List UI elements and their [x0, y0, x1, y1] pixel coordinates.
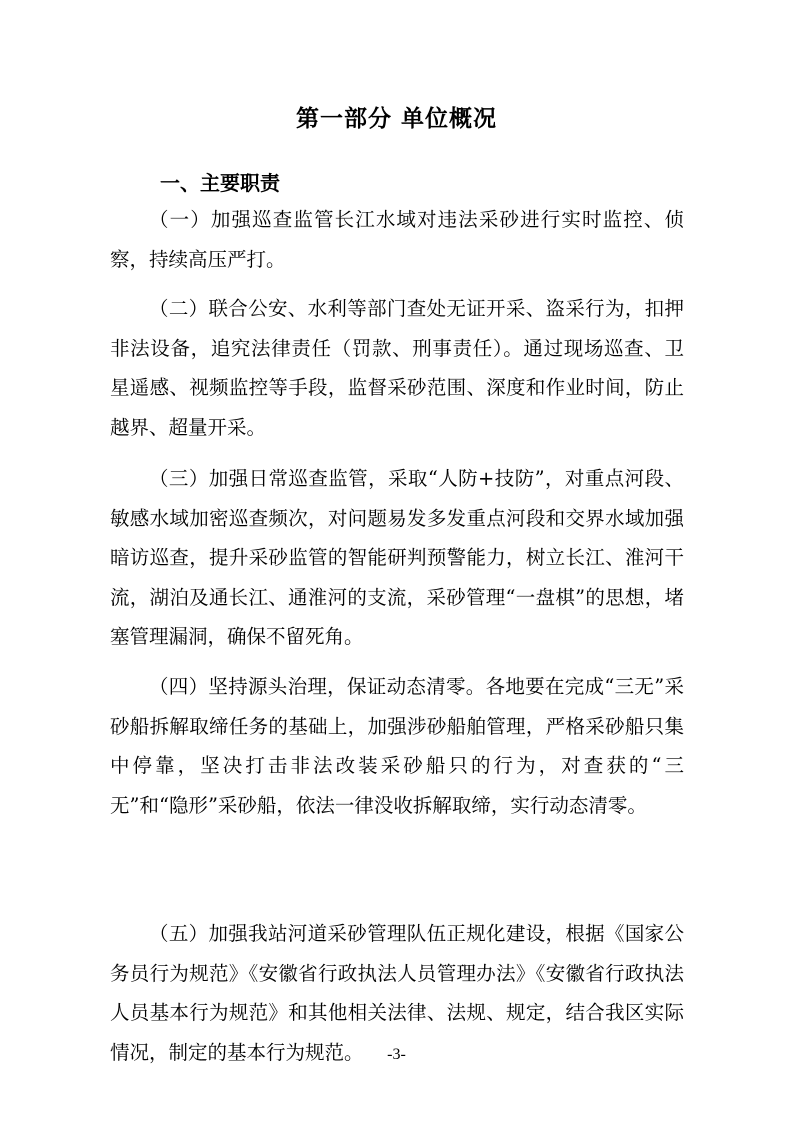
paragraph-3: （三）加强日常巡查监管，采取“人防+技防”，对重点河段、敏感水域加密巡查频次，对问题易发多发重点河段和交界水域加强暗访巡查，提升采砂监管的智能研判预警能力，树立长江、淮河干流，湖泊及通长江、通淮河的支流，采砂管理“一盘棋”的思想，堵塞管理漏洞，确保不留死角。 [110, 467, 684, 649]
paragraph-2: （二）联合公安、水利等部门查处无证开采、盗采行为，扣押非法设备，追究法律责任（罚款、刑事责任）。通过现场巡查、卫星遥感、视频监控等手段，监督采砂范围、深度和作业时间，防止越界、超量开采。 [110, 297, 684, 439]
page-title: 第一部分 单位概况 [295, 106, 497, 132]
page-number: -3- [387, 1046, 406, 1063]
section-heading: 一、主要职责 [160, 171, 280, 195]
paragraph-1: （一）加强巡查监管长江水域对违法采砂进行实时监控、侦察，持续高压严打。 [110, 208, 684, 271]
paragraph-4: （四）坚持源头治理，保证动态清零。各地要在完成“三无”采砂船拆解取缔任务的基础上，加强涉砂船舶管理，严格采砂船只集中停靠，坚决打击非法改装采砂船只的行为，对查获的“三无”和“隐形”采砂船，依法一律没收拆解取缔，实行动态清零。 [110, 675, 684, 817]
paragraph-5: （五）加强我站河道采砂管理队伍正规化建设，根据《国家公务员行为规范》《安徽省行政执法人员管理办法》《安徽省行政执法人员基本行为规范》和其他相关法律、法规、规定，结合我区实际情况，制定的基本行为规范。 [110, 922, 684, 1064]
